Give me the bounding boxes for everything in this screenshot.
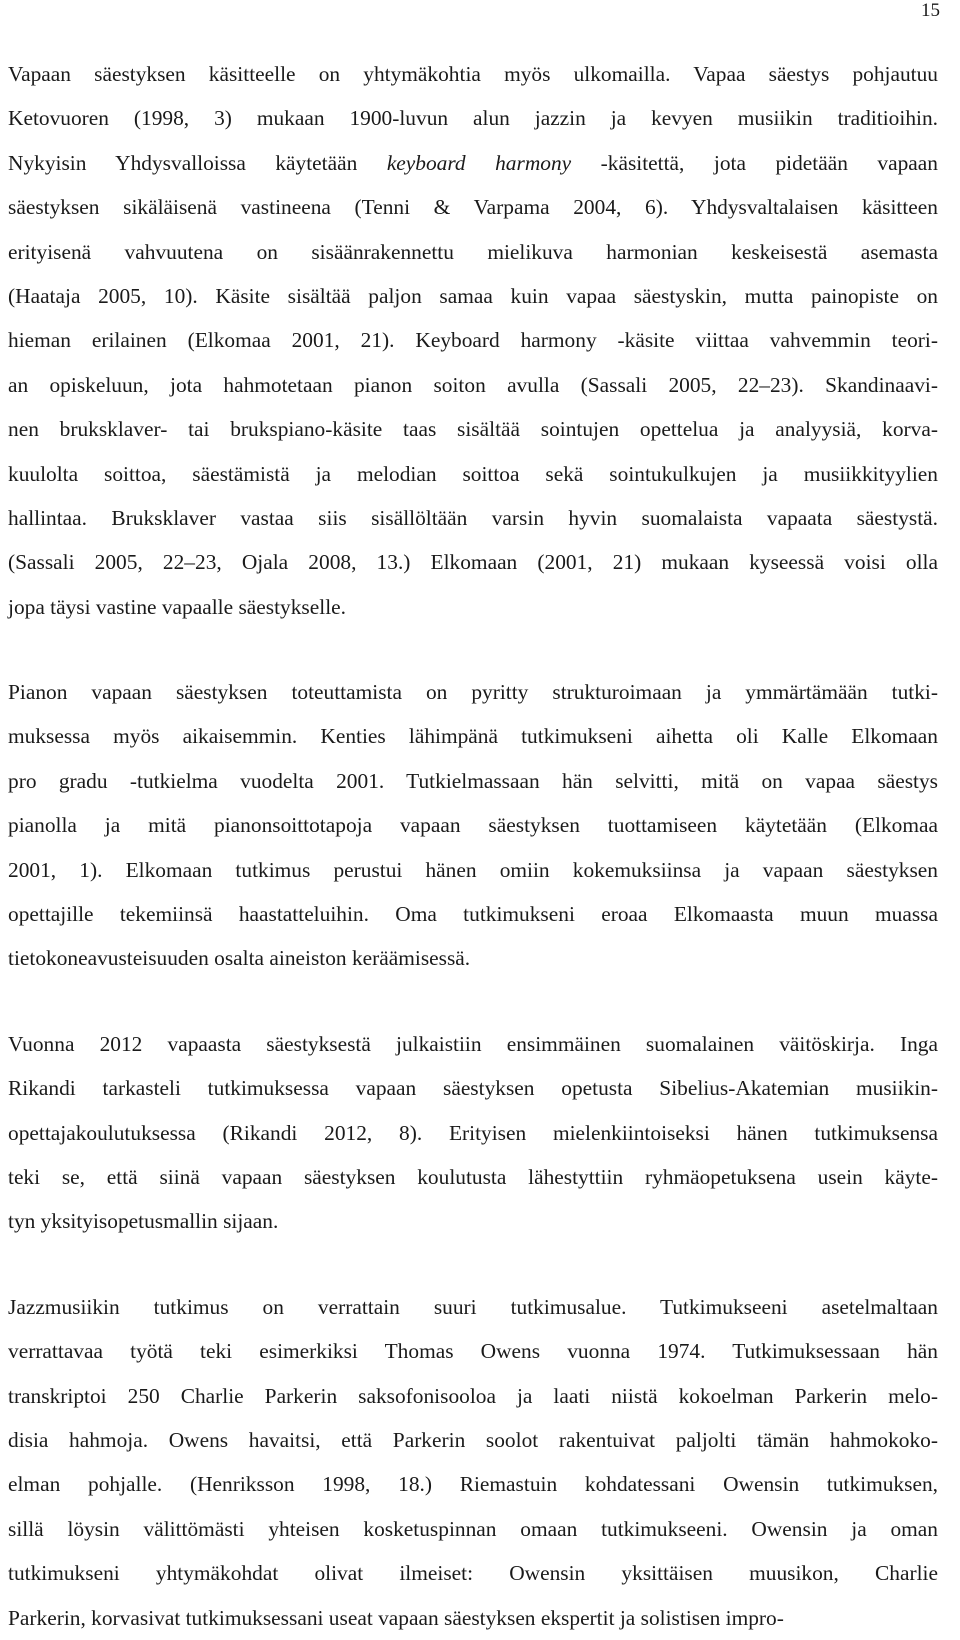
text-line — [8, 1285, 938, 1329]
text-line — [8, 96, 938, 140]
text-line — [8, 936, 938, 980]
text-line — [8, 1374, 938, 1418]
text-line — [8, 1111, 938, 1155]
text-line — [8, 407, 938, 451]
text-segment: pro gradu -tutkielma vuodelta 2001. Tutkielmassaan hän selvitti, mitä on vapaa säestys — [8, 768, 938, 793]
text-line — [8, 1155, 938, 1199]
text-line — [8, 759, 938, 803]
text-line — [8, 848, 938, 892]
text-segment: jopa täysi vastine vapaalle säestykselle. — [8, 594, 346, 619]
paragraph — [8, 670, 938, 981]
text-segment: tutkimukseni yhtymäkohdat olivat ilmeiset: Owensin yksittäisen muusikon, Charlie — [8, 1561, 938, 1586]
text-segment: an opiskeluun, jota hahmotetaan pianon soiton avulla (Sassali 2005, 22–23). Skandinaavi- — [8, 372, 938, 397]
text-segment: Pianon vapaan säestyksen toteuttamista on pyritty strukturoimaan ja ymmärtämään tutki- — [8, 680, 938, 705]
text-line — [8, 318, 938, 362]
text-segment: erityisenä vahvuutena on sisäänrakennettu mielikuva harmonian keskeisestä asemasta — [8, 239, 938, 264]
text-line — [8, 52, 938, 96]
text-line — [8, 1418, 938, 1462]
text-line — [8, 274, 938, 318]
document-body — [8, 52, 938, 1640]
text-line — [8, 1551, 938, 1595]
text-segment: Ketovuoren (1998, 3) mukaan 1900-luvun alun jazzin ja kevyen musiikin traditioihin. — [8, 106, 938, 131]
text-segment: -käsitettä, jota pidetään vapaan — [571, 150, 938, 175]
text-line — [8, 803, 938, 847]
text-line — [8, 1507, 938, 1551]
text-segment: transkriptoi 250 Charlie Parkerin saksofonisooloa ja laati niistä kokoelman Parkerin melo- — [8, 1383, 938, 1408]
text-line — [8, 1462, 938, 1506]
text-segment: nen bruksklaver- tai brukspiano-käsite taas sisältää sointujen opettelua ja analyysiä, korva- — [8, 417, 938, 442]
text-segment: Rikandi tarkasteli tutkimuksessa vapaan säestyksen opetusta Sibelius-Akatemian musiikin- — [8, 1076, 938, 1101]
text-segment: tyn yksityisopetusmallin sijaan. — [8, 1209, 279, 1234]
text-segment: 2001, 1). Elkomaan tutkimus perustui hänen omiin kokemuksiinsa ja vapaan säestyksen — [8, 857, 938, 882]
paragraph — [8, 1285, 938, 1640]
text-line — [8, 185, 938, 229]
text-segment: Vuonna 2012 vapaasta säestyksestä julkaistiin ensimmäinen suomalainen väitöskirja. Inga — [8, 1031, 938, 1056]
text-line — [8, 1199, 938, 1243]
text-segment: Nykyisin Yhdysvalloissa käytetään — [8, 150, 387, 175]
text-segment: kuulolta soittoa, säestämistä ja melodian soittoa sekä sointukulkujen ja musiikkityylien — [8, 461, 938, 486]
text-line — [8, 230, 938, 274]
text-segment: (Sassali 2005, 22–23, Ojala 2008, 13.) Elkomaan (2001, 21) mukaan kyseessä voisi olla — [8, 550, 938, 575]
text-line — [8, 1066, 938, 1110]
text-segment: elman pohjalle. (Henriksson 1998, 18.) Riemastuin kohdatessani Owensin tutkimuksen, — [8, 1472, 938, 1497]
text-line — [8, 714, 938, 758]
text-line — [8, 496, 938, 540]
text-segment: muksessa myös aikaisemmin. Kenties lähimpänä tutkimukseni aihetta oli Kalle Elkomaan — [8, 724, 938, 749]
text-segment: hieman erilainen (Elkomaa 2001, 21). Keyboard harmony -käsite viittaa vahvemmin teori- — [8, 328, 938, 353]
text-segment: verrattavaa työtä teki esimerkiksi Thomas Owens vuonna 1974. Tutkimuksessaan hän — [8, 1339, 938, 1364]
text-segment: disia hahmoja. Owens havaitsi, että Parkerin soolot rakentuivat paljolti tämän hahmokoko- — [8, 1427, 938, 1452]
text-segment: opettajakoulutuksessa (Rikandi 2012, 8). Erityisen mielenkiintoiseksi hänen tutkimuksensa — [8, 1120, 938, 1145]
text-segment: sillä löysin välittömästi yhteisen kosketuspinnan omaan tutkimukseeni. Owensin ja oman — [8, 1516, 938, 1541]
text-line — [8, 363, 938, 407]
text-segment: säestyksen sikäläisenä vastineena (Tenni & Varpama 2004, 6). Yhdysvaltalaisen käsitteen — [8, 195, 938, 220]
text-segment: Parkerin, korvasivat tutkimuksessani useat vapaan säestyksen ekspertit ja solistisen impro- — [8, 1605, 784, 1630]
text-line — [8, 452, 938, 496]
text-line — [8, 1329, 938, 1373]
text-line — [8, 141, 938, 185]
text-segment: pianolla ja mitä pianonsoittotapoja vapaan säestyksen tuottamiseen käytetään (Elkomaa — [8, 813, 938, 838]
paragraph — [8, 1022, 938, 1244]
text-segment: Vapaan säestyksen käsitteelle on yhtymäkohtia myös ulkomailla. Vapaa säestys pohjautuu — [8, 62, 938, 86]
text-line — [8, 670, 938, 714]
text-segment: tietokoneavusteisuuden osalta aineiston keräämisessä. — [8, 946, 471, 971]
text-segment: Jazzmusiikin tutkimus on verrattain suuri tutkimusalue. Tutkimukseeni asetelmaltaan — [8, 1294, 938, 1319]
text-segment: (Haataja 2005, 10). Käsite sisältää paljon samaa kuin vapaa säestyskin, mutta painopiste on — [8, 283, 938, 308]
text-line — [8, 1022, 938, 1066]
text-segment: hallintaa. Bruksklaver vastaa siis sisällöltään varsin hyvin suomalaista vapaata säestystä. — [8, 505, 938, 530]
text-segment: opettajille tekemiinsä haastatteluihin. Oma tutkimukseni eroaa Elkomaasta muun muassa — [8, 902, 938, 927]
text-line — [8, 585, 938, 629]
text-line — [8, 540, 938, 584]
text-line — [8, 892, 938, 936]
text-line — [8, 1596, 938, 1640]
text-segment: teki se, että siinä vapaan säestyksen koulutusta lähestyttiin ryhmäopetuksena usein käyte- — [8, 1164, 938, 1189]
paragraph — [8, 52, 938, 629]
page-number: 15 — [921, 0, 940, 21]
italic-term: keyboard harmony — [386, 150, 572, 175]
